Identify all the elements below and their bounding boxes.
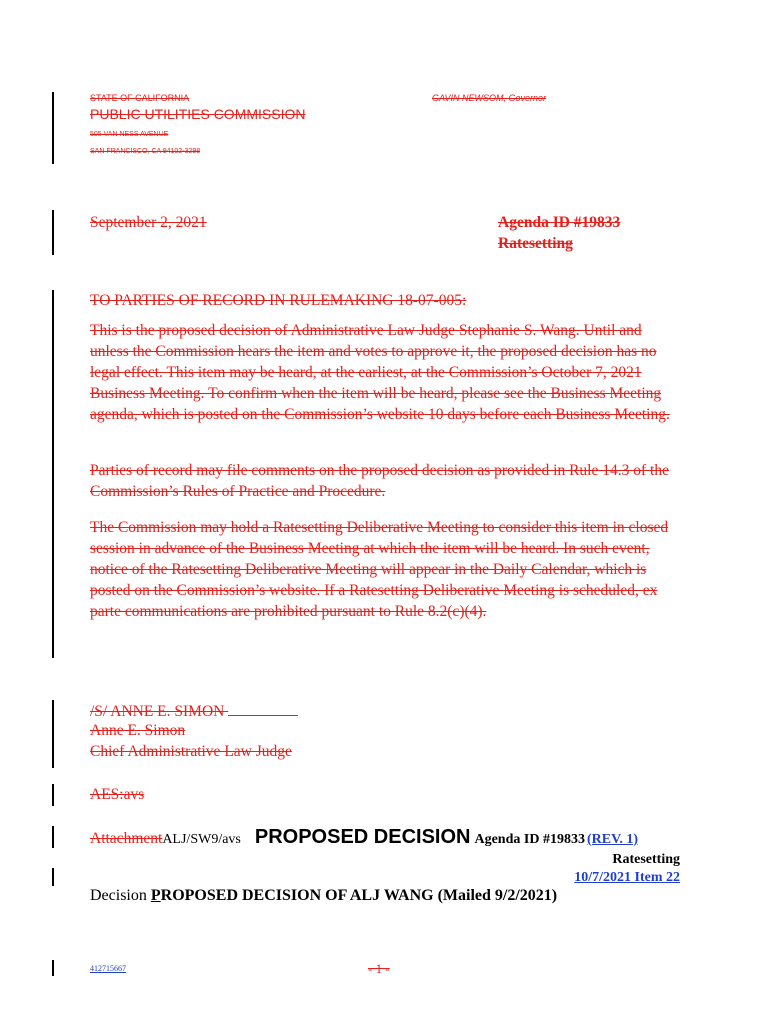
change-bar xyxy=(52,210,54,255)
agenda-id: Agenda ID #19833 xyxy=(498,214,621,231)
signature-line: /S/ ANNE E. SIMON xyxy=(90,702,298,721)
proposed-decision-label: PROPOSED DECISION xyxy=(254,826,471,848)
meeting-item: 10/7/2021 Item 22 xyxy=(574,870,680,885)
change-bar xyxy=(52,290,54,658)
ratesetting-label: Ratesetting xyxy=(612,852,680,867)
attachment-line xyxy=(90,826,680,849)
header-address-line2: SAN FRANCISCO, CA 94102-3298 xyxy=(90,148,201,155)
signature-title: Chief Administrative Law Judge xyxy=(90,743,292,760)
page-number: - 1 - xyxy=(368,961,390,976)
paragraph-deliberative-meeting: The Commission may hold a Ratesetting Deliberative Meeting to consider this item in closed session in advance of the Business Meeting at which the item will be heard. In such event, notice of the Ratesetting Deliberative Meeting will appear in the Daily Calendar, which is posted on the Commission’s website. If a Ratesetting Deliberative Meeting is scheduled, ex parte communications are prohibited pursuant to Rule 8.2(c)(4). xyxy=(90,519,669,620)
change-bar xyxy=(52,960,54,976)
header-address-line1: 505 VAN NESS AVENUE xyxy=(90,131,169,138)
header-state: STATE OF CALIFORNIA xyxy=(90,93,190,103)
change-bar xyxy=(52,700,54,768)
decision-title: Decision PROPOSED DECISION OF ALJ WANG (Mailed 9/2/2021) xyxy=(90,887,558,904)
signature-name: Anne E. Simon xyxy=(90,722,186,739)
initials: AES:avs xyxy=(90,786,145,803)
header-governor: GAVIN NEWSOM, Governor xyxy=(432,93,547,103)
alj-code: ALJ/SW9/avs xyxy=(162,832,241,847)
attachment-label: Attachment xyxy=(90,830,163,847)
letter-date: September 2, 2021 xyxy=(90,214,207,231)
paragraph-comments: Parties of record may file comments on the proposed decision as provided in Rule 14.3 of the Commission’s Rules of Practice and Procedure. xyxy=(90,462,669,500)
agenda-id-footer: Agenda ID #19833 xyxy=(474,832,585,847)
revision-label: (REV. 1) xyxy=(586,832,639,847)
header-commission: PUBLIC UTILITIES COMMISSION xyxy=(90,106,306,122)
proceeding-type: Ratesetting xyxy=(498,235,573,252)
change-bar xyxy=(52,784,54,806)
to-parties-heading: TO PARTIES OF RECORD IN RULEMAKING 18-07-005: xyxy=(90,292,467,309)
document-number: 412715667 xyxy=(90,964,126,973)
change-bar xyxy=(52,868,54,886)
change-bar xyxy=(52,92,54,164)
change-bar xyxy=(52,826,54,848)
paragraph-proposed-decision: This is the proposed decision of Administrative Law Judge Stephanie S. Wang. Until and unless the Commission hears the item and votes to approve it, the proposed decision has no legal effect. This item may be heard, at the earliest, at the Commission’s October 7, 2021 Business Meeting. To confirm when the item will be heard, please see the Business Meeting agenda, which is posted on the Commission’s website 10 days before each Business Meeting. xyxy=(90,322,670,423)
